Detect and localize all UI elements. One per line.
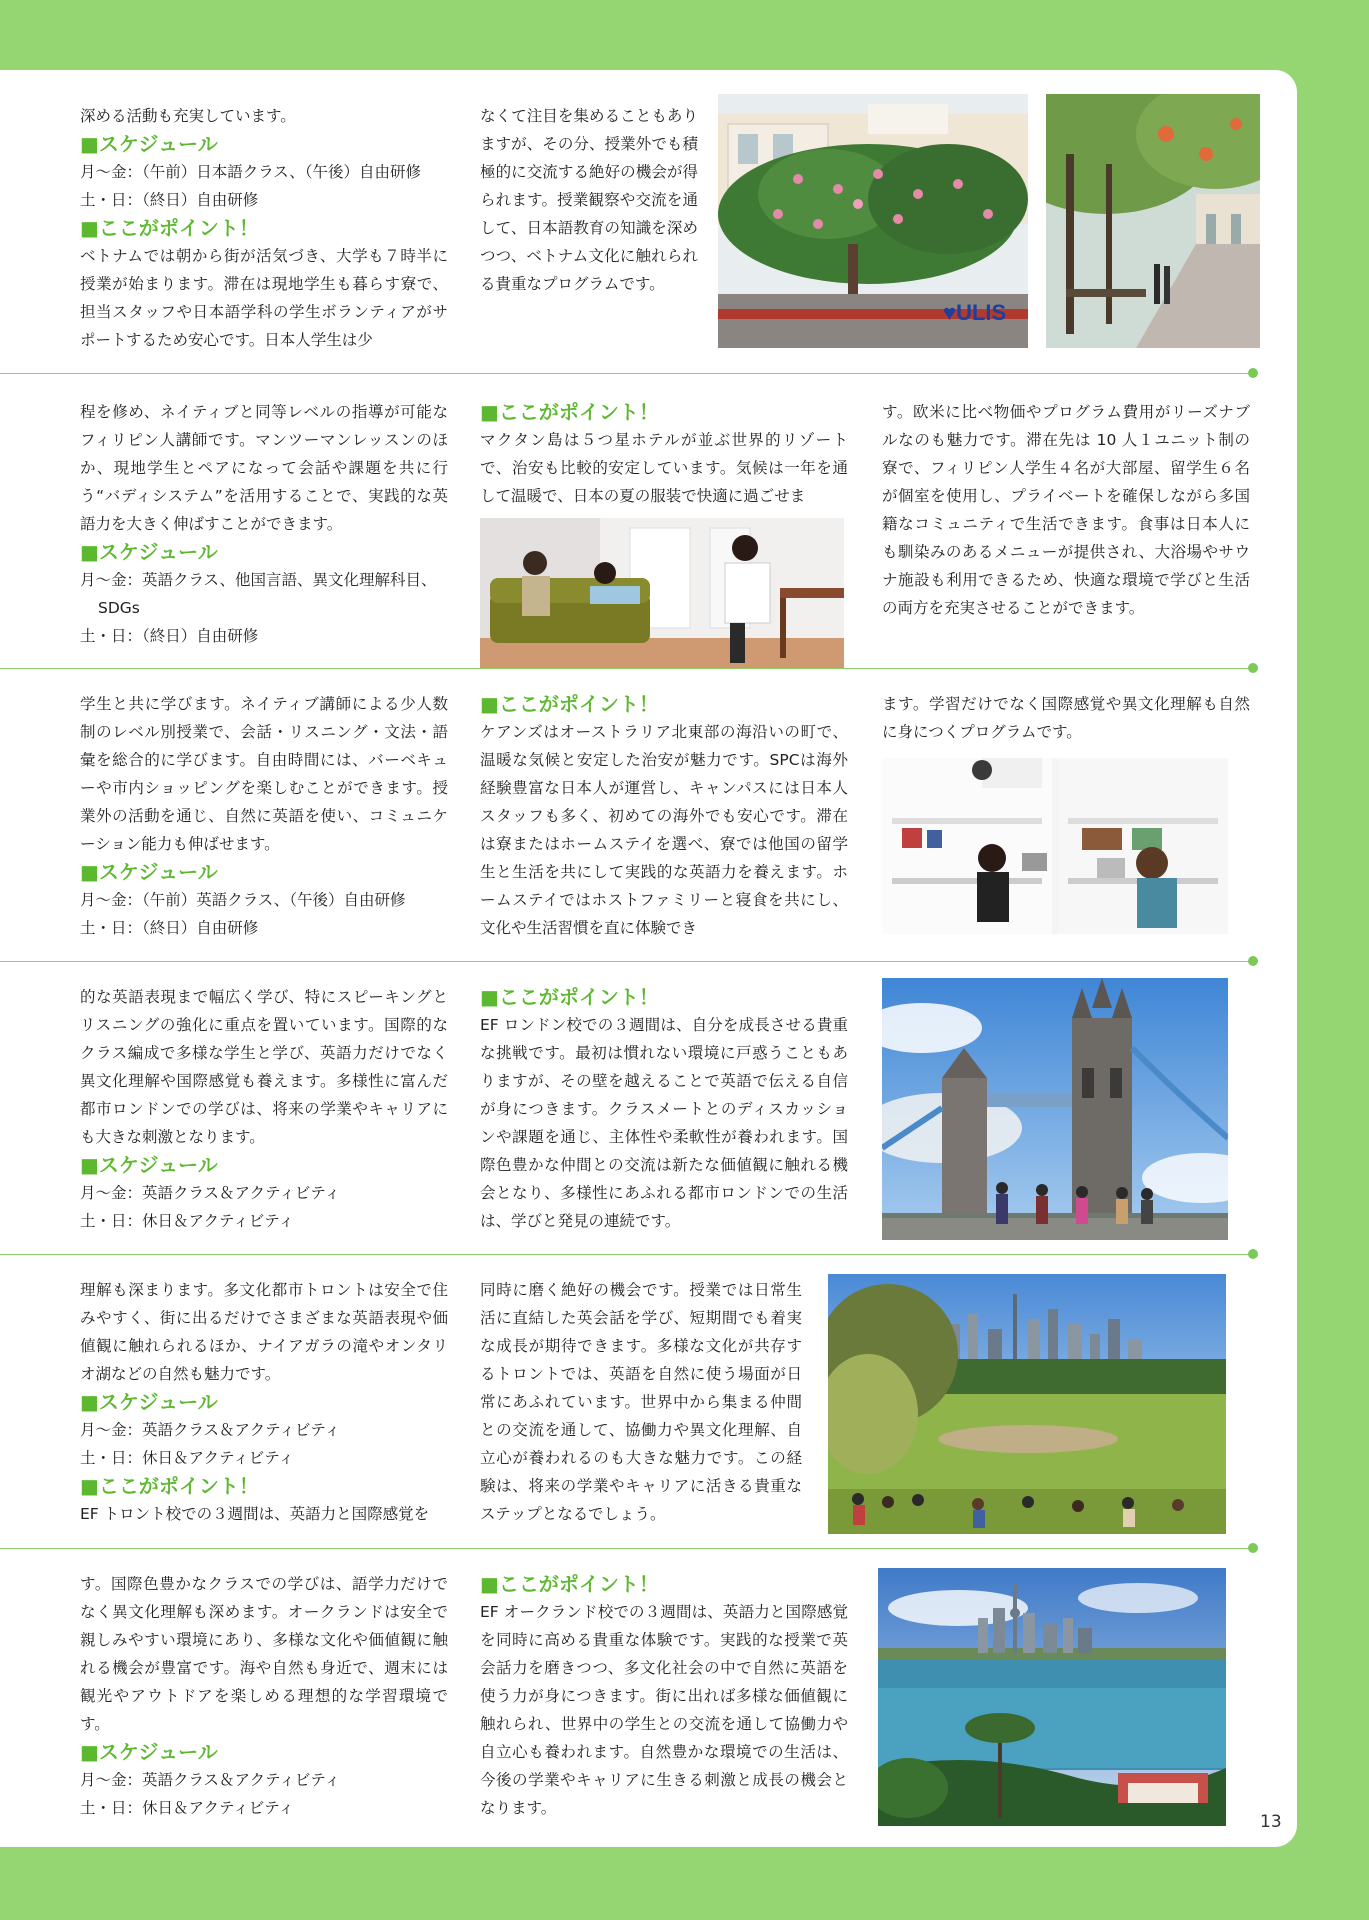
page-panel: [0, 70, 1297, 1847]
col-1: [80, 1276, 448, 1528]
schedule-weekday: 月〜金：英語クラス＆アクティビティ: [80, 1771, 341, 1789]
schedule-weekend: 土・日：（終日）自由研修: [80, 919, 259, 937]
paragraph: 的な英語表現まで幅広く学び、特にスピーキングとリスニングの強化に重点を置いています。国際的なクラス編成で多様な学生と学び、英語力だけでなく異文化理解や国際感覚も養えます。多様性に富んだ都市ロンドンでの学びは、将来の学業やキャリアにも大きな刺激となります。: [80, 988, 448, 1146]
photo-tower-bridge: [882, 978, 1228, 1240]
divider-dot: [1248, 368, 1258, 378]
schedule-heading: ■スケジュール: [80, 132, 218, 156]
schedule-weekday-cont: SDGs: [98, 599, 140, 617]
col-2: [480, 1276, 802, 1528]
paragraph: EF トロント校での３週間は、英語力と国際感覚を: [80, 1505, 430, 1523]
paragraph: なくて注目を集めることもありますが、その分、授業外でも積極的に交流する絶好の機会が得られます。授業観察や交流を通して、日本語教育の知識を深めつつ、ベトナム文化に触れられる貴重なプログラムです。: [480, 107, 698, 293]
col-2: [480, 983, 848, 1235]
schedule-weekday: 月〜金：（午前）日本語クラス、（午後）自由研修: [80, 163, 422, 181]
paragraph: 理解も深まります。多文化都市トロントは安全で住みやすく、街に出るだけでさまざまな英語表現や価値観に触れられるほか、ナイアガラの滝やオンタリオ湖などの自然も魅力です。: [80, 1281, 448, 1383]
schedule-heading: ■スケジュール: [80, 1153, 218, 1177]
photo-campus-path: [1046, 94, 1260, 348]
ulis-sign: ♥ULIS: [943, 300, 1007, 325]
photo-auckland-harbour: [878, 1568, 1226, 1826]
schedule-weekday: 月〜金：英語クラス＆アクティビティ: [80, 1184, 341, 1202]
point-heading: ■ここがポイント！: [480, 400, 659, 424]
photo-dorm-lounge: [480, 518, 844, 668]
col-1: [80, 983, 448, 1235]
section-divider: [0, 668, 1252, 669]
schedule-weekend: 土・日：休日＆アクティビティ: [80, 1212, 295, 1230]
paragraph: 学生と共に学びます。ネイティブ講師による少人数制のレベル別授業で、会話・リスニング・文法・語彙を総合的に学びます。自由時間には、バーベキューや市内ショッピングを楽しむことができます。授業外の活動を通じ、自然に英語を使い、コミュニケーション能力も伸ばせます。: [80, 695, 448, 853]
paragraph: ベトナムでは朝から街が活気づき、大学も７時半に授業が始まります。滞在は現地学生も暮らす寮で、担当スタッフや日本語学科の学生ボランティアがサポートするため安心です。日本人学生は少: [80, 247, 448, 349]
point-heading: ■ここがポイント！: [480, 692, 659, 716]
photo-toronto-park: [828, 1274, 1226, 1534]
col-1: [80, 690, 448, 942]
schedule-weekday: 月〜金：英語クラス、他国言語、異文化理解科目、: [80, 571, 437, 589]
paragraph: ケアンズはオーストラリア北東部の海沿いの町で、温暖な気候と安定した治安が魅力です。SPCは海外経験豊富な日本人が運営し、キャンパスには日本人スタッフも多く、初めての海外でも安心です。滞在は寮またはホームステイを選べ、寮では他国の留学生と生活を共にして実践的な英語力を養えます。ホームステイではホストファミリーと寝食を共にし、文化や生活習慣を直に体験でき: [480, 723, 848, 937]
col-3: [882, 398, 1250, 622]
schedule-weekend: 土・日：（終日）自由研修: [80, 191, 259, 209]
schedule-heading: ■スケジュール: [80, 540, 218, 564]
photo-campus-flowers: [718, 94, 1028, 348]
col-1: [80, 398, 448, 650]
paragraph: 程を修め、ネイティブと同等レベルの指導が可能なフィリピン人講師です。マンツーマンレッスンのほか、現地学生とペアになって会話や課題を共に行う“バディシステム”を活用することで、実践的な英語力を大きく伸ばすことができます。: [80, 403, 448, 533]
section-divider: [0, 373, 1252, 374]
divider-dot: [1248, 663, 1258, 673]
schedule-weekend: 土・日：休日＆アクティビティ: [80, 1449, 295, 1467]
paragraph: す。欧米に比べ物価やプログラム費用がリーズナブルなのも魅力です。滞在先は 10 人１ユニット制の寮で、フィリピン人学生４名が大部屋、留学生６名が個室を使用し、プライベートを確保しながら多国籍なコミュニティで生活できます。食事は日本人にも馴染みのあるメニューが提供され、大浴場やサウナ施設も利用できるため、快適な環境で学びと生活の両方を充実させることができます。: [882, 403, 1250, 617]
schedule-weekend: 土・日：休日＆アクティビティ: [80, 1799, 295, 1817]
section-divider: [0, 961, 1252, 962]
schedule-heading: ■スケジュール: [80, 1740, 218, 1764]
schedule-weekend: 土・日：（終日）自由研修: [80, 627, 259, 645]
section-divider: [0, 1548, 1252, 1549]
paragraph: ます。学習だけでなく国際感覚や異文化理解も自然に身につくプログラムです。: [882, 695, 1250, 741]
schedule-weekday: 月〜金：（午前）英語クラス、（午後）自由研修: [80, 891, 406, 909]
point-heading: ■ここがポイント！: [480, 985, 659, 1009]
point-heading: ■ここがポイント！: [80, 216, 259, 240]
col-2: [480, 690, 848, 942]
section-divider: [0, 1254, 1252, 1255]
col-3: [882, 690, 1250, 746]
divider-dot: [1248, 1249, 1258, 1259]
col-2: [480, 398, 848, 510]
paragraph: EF ロンドン校での３週間は、自分を成長させる貴重な挑戦です。最初は慣れない環境に戸惑うこともありますが、その壁を越えることで英語で伝える自信が身につきます。クラスメートとのディスカッションや課題を通じ、主体性や柔軟性が養われます。国際色豊かな仲間との交流は新たな価値観に触れる機会となり、多様性にあふれる都市ロンドンでの生活は、学びと発見の連続です。: [480, 1016, 848, 1230]
paragraph: EF オークランド校での３週間は、英語力と国際感覚を同時に高める貴重な体験です。実践的な授業で英会話力を磨きつつ、多文化社会の中で自然に英語を使う力が身につきます。街に出れば多様な価値観に触れられ、世界中の学生との交流を通して協働力や自立心も養われます。自然豊かな環境での生活は、今後の学業やキャリアに生きる刺激と成長の機会となります。: [480, 1603, 848, 1817]
divider-dot: [1248, 1543, 1258, 1553]
schedule-heading: ■スケジュール: [80, 1390, 218, 1414]
schedule-heading: ■スケジュール: [80, 860, 218, 884]
col-1: [80, 102, 448, 354]
col-1: [80, 1570, 448, 1822]
col-2: [480, 1570, 848, 1822]
point-heading: ■ここがポイント！: [80, 1474, 259, 1498]
point-heading: ■ここがポイント！: [480, 1572, 659, 1596]
col-2: [480, 102, 698, 298]
paragraph: マクタン島は５つ星ホテルが並ぶ世界的リゾートで、治安も比較的安定しています。気候は一年を通して温暖で、日本の夏の服装で快適に過ごせま: [480, 431, 848, 505]
paragraph: 同時に磨く絶好の機会です。授業では日常生活に直結した英会話を学び、短期間でも着実な成長が期待できます。多様な文化が共存するトロントでは、英語を自然に使う場面が日常にあふれています。世界中から集まる仲間との交流を通して、協働力や異文化理解、自立心が養われるのも大きな魅力です。この経験は、将来の学業やキャリアに活きる貴重なステップとなるでしょう。: [480, 1281, 802, 1523]
page-number: 13: [1260, 1812, 1282, 1832]
schedule-weekday: 月〜金：英語クラス＆アクティビティ: [80, 1421, 341, 1439]
divider-dot: [1248, 956, 1258, 966]
paragraph: す。国際色豊かなクラスでの学びは、語学力だけでなく異文化理解も深めます。オークランドは安全で親しみやすい環境にあり、多様な文化や価値観に触れる機会が豊富です。海や自然も身近で、週末には観光やアウトドアを楽しめる理想的な学習環境です。: [80, 1575, 448, 1733]
paragraph: 深める活動も充実しています。: [80, 107, 296, 125]
photo-study-desks: [882, 758, 1228, 934]
